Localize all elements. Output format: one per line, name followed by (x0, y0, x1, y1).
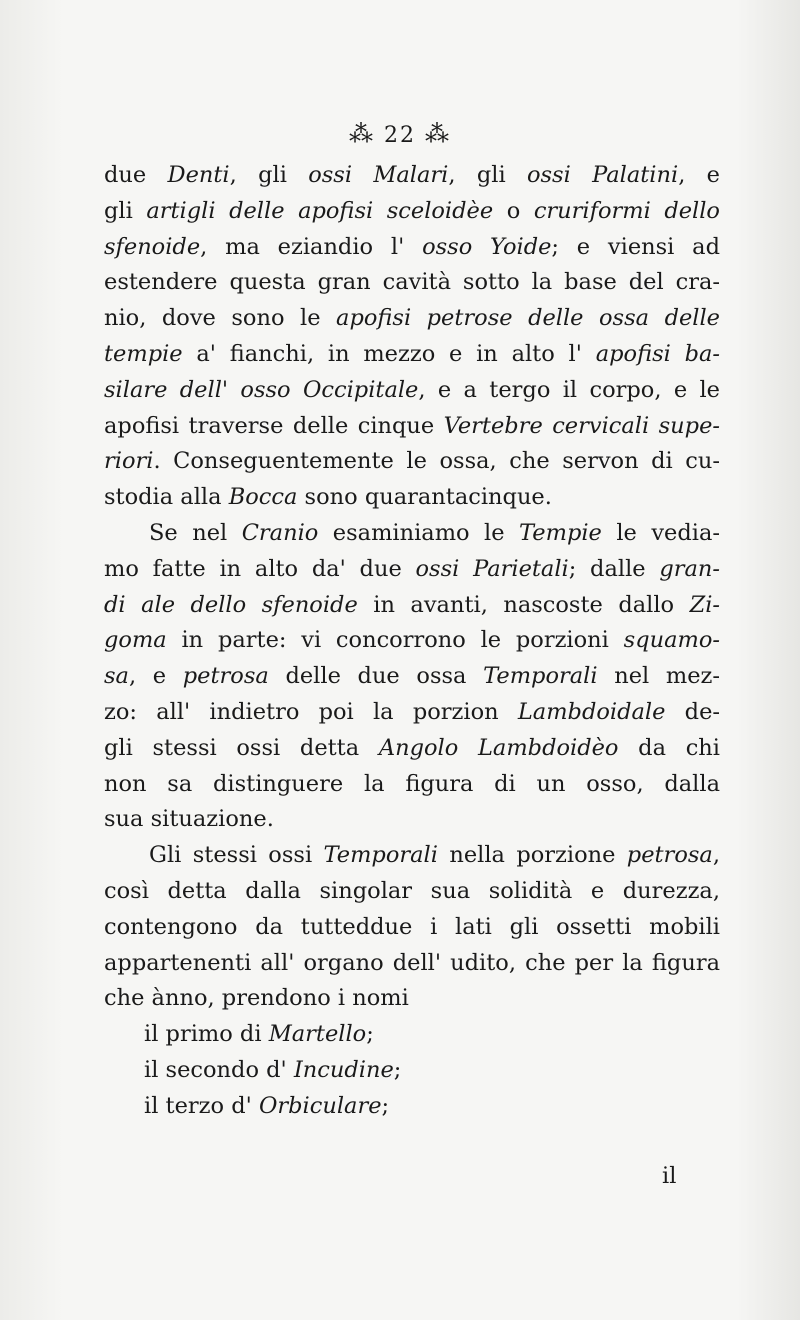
text-line: zo: all' indietro poi la porzion Lambdoidale de- (104, 698, 720, 725)
text-line: sa, e petrosa delle due ossa Temporali nel mez- (104, 663, 720, 690)
text-line: gli stessi ossi detta Angolo Lambdoidèo da chi (104, 734, 720, 761)
text-line: estendere questa gran cavità sotto la base del cra- (104, 269, 720, 296)
text-line: goma in parte: vi concorrono le porzioni squamo- (104, 627, 720, 654)
text-line: tempie a' fianchi, in mezzo e in alto l' apofisi ba- (104, 340, 721, 367)
ornament-right-icon: ⁂ (425, 120, 451, 148)
page-number: 22 (384, 123, 416, 148)
text-line: non sa distinguere la figura di un osso, dalla (104, 770, 720, 797)
text-line: mo fatte in alto da' due ossi Parietali; dalle gran- (104, 555, 720, 582)
text-line: di ale dello sfenoide in avanti, nascoste dallo Zi- (104, 591, 720, 618)
text-line: apofisi traverse delle cinque Vertebre cervicali supe- (104, 412, 720, 439)
text-line: sua situazione. (104, 806, 274, 833)
text-line: appartenenti all' organo dell' udito, che per la figura (104, 949, 720, 976)
text-line: che ànno, prendono i nomi (104, 985, 409, 1012)
text-line: così detta dalla singolar sua solidità e durezza, (104, 877, 720, 904)
text-line: contengono da tutteddue i lati gli ossetti mobili (104, 913, 720, 940)
list-item: il terzo d' Orbiculare; (144, 1092, 390, 1119)
ornament-left-icon: ⁂ (349, 120, 375, 148)
text-line: due Denti, gli ossi Malari, gli ossi Palatini, e (104, 162, 720, 188)
paragraph-start: Gli stessi ossi Temporali nella porzione petrosa, (149, 842, 720, 869)
text-line: riori. Conseguentemente le ossa, che servon di cu- (104, 448, 720, 475)
list-item: il primo di Martello; (144, 1021, 374, 1048)
paragraph-start: Se nel Cranio esaminiamo le Tempie le vedia- (149, 519, 720, 546)
text-line: silare dell' osso Occipitale, e a tergo il corpo, e le (104, 376, 720, 403)
text-line: stodia alla Bocca sono quarantacinque. (104, 484, 552, 511)
body-text (104, 158, 720, 1125)
text-line: gli artigli delle apofisi sceloidèe o cruriformi dello (104, 197, 720, 224)
catchword: il (662, 1163, 677, 1189)
text-line: nio, dove sono le apofisi petrose delle ossa delle (104, 305, 720, 332)
text-line: sfenoide, ma eziandio l' osso Yoide; e viensi ad (104, 233, 720, 260)
list-item: il secondo d' Incudine; (144, 1056, 402, 1083)
page-header (0, 120, 800, 148)
